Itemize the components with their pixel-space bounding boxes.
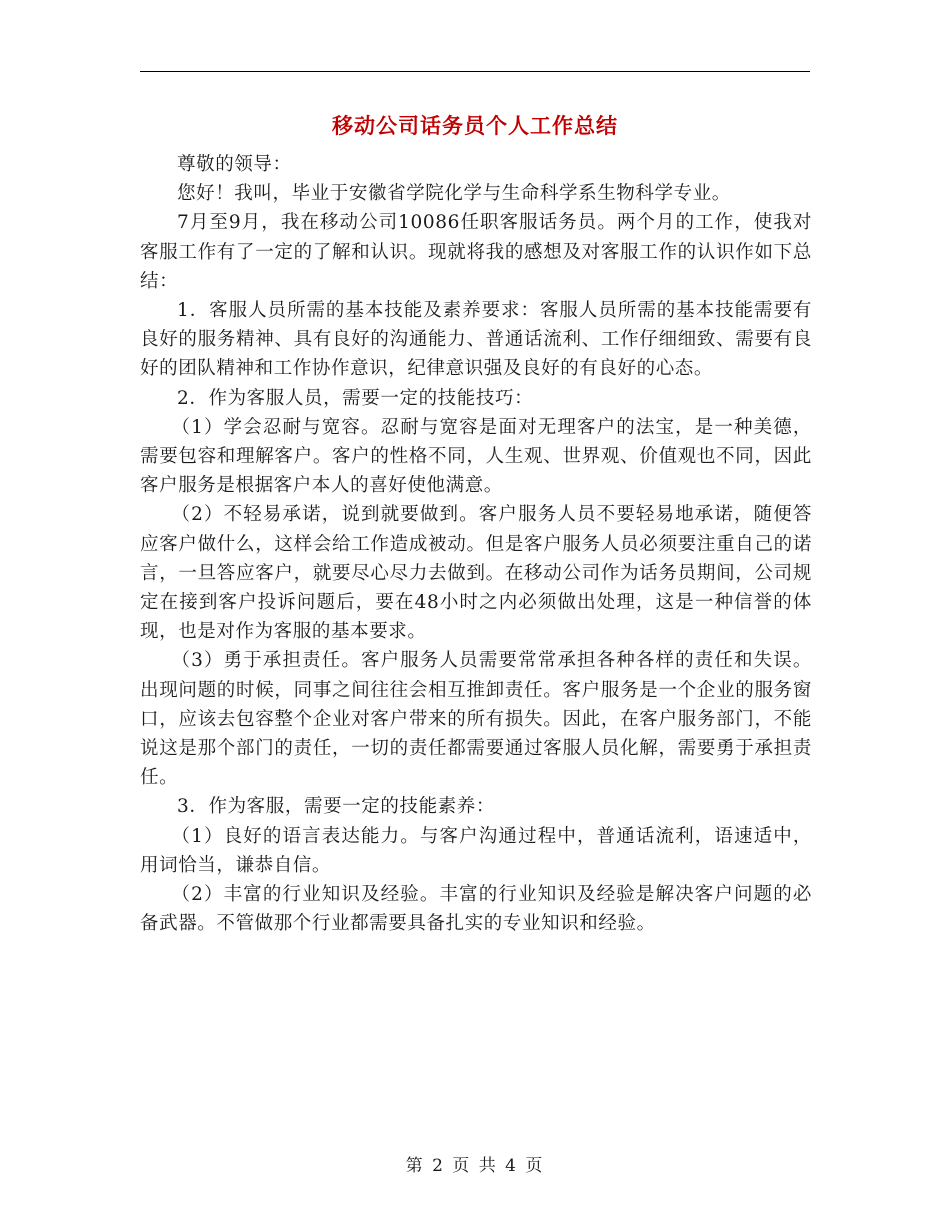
paragraph-section-2-item-3: （3）勇于承担责任。客户服务人员需要常常承担各种各样的责任和失误。出现问题的时候，同事之间往往会相互推卸责任。客户服务是一个企业的服务窗口，应该去包容整个企业对客户带来的所有损失。因此，在客户服务部门，不能说这是那个部门的责任，一切的责任都需要通过客服人员化解，需要勇于承担责任。 [140, 650, 812, 789]
page-number-label: 第 2 页 共 4 页 [405, 1156, 545, 1176]
page-footer [0, 1155, 950, 1177]
salutation: 尊敬的领导： [177, 154, 292, 175]
header-rule [140, 71, 810, 72]
paragraph-section-1: 1．客服人员所需的基本技能及素养要求：客服人员所需的基本技能需要有良好的服务精神、具有良好的沟通能力、普通话流利、工作仔细细致、需要有良好的团队精神和工作协作意识，纪律意识强及良好的有良好的心态。 [140, 300, 812, 380]
paragraph-section-3-item-1: （1）良好的语言表达能力。与客户沟通过程中，普通话流利，语速适中，用词恰当，谦恭自信。 [140, 825, 812, 876]
document-title: 移动公司话务员个人工作总结 [332, 114, 618, 138]
paragraph-section-3-item-2: （2）丰富的行业知识及经验。丰富的行业知识及经验是解决客户问题的必备武器。不管做那个行业都需要具备扎实的专业知识和经验。 [140, 884, 812, 935]
paragraph-section-2-item-2: （2）不轻易承诺，说到就要做到。客户服务人员不要轻易地承诺，随便答应客户做什么，这样会给工作造成被动。但是客户服务人员必须要注重自己的诺言，一旦答应客户，就要尽心尽力去做到。在移动公司作为话务员期间，公司规定在接到客户投诉问题后，要在48小时之内必须做出处理，这是一种信誉的体现，也是对作为客服的基本要求。 [140, 504, 812, 643]
paragraph-section-3-heading: 3．作为客服，需要一定的技能素养： [177, 796, 495, 818]
paragraph-section-2-item-1: （1）学会忍耐与宽容。忍耐与宽容是面对无理客户的法宝，是一种美德，需要包容和理解客户。客户的性格不同，人生观、世界观、价值观也不同，因此客户服务是根据客户本人的喜好使他满意。 [140, 416, 812, 497]
document-body [140, 150, 812, 938]
paragraph-section-2-heading: 2．作为客服人员，需要一定的技能技巧： [177, 387, 534, 409]
paragraph-intro: 您好！我叫，毕业于安徽省学院化学与生命科学系生物科学专业。 [177, 183, 731, 205]
paragraph-overview: 7月至9月，我在移动公司10086任职客服话务员。两个月的工作，使我对客服工作有了一定的了解和认识。现就将我的感想及对客服工作的认识作如下总结： [140, 212, 812, 292]
